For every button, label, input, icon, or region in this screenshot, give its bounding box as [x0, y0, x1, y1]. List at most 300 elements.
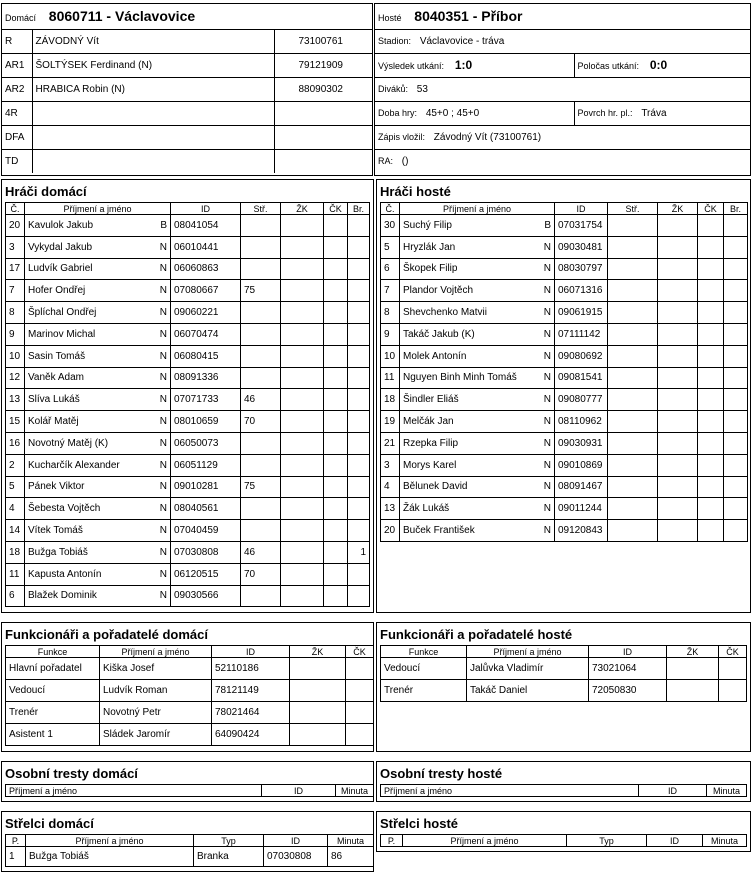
player-name: Buček František [403, 525, 475, 537]
recorded-value: Závodný Vít (73100761) [433, 131, 542, 143]
player-row [381, 302, 748, 324]
player-red [698, 367, 724, 389]
player-red [324, 454, 348, 476]
away-team-name: 8040351 - Příbor [414, 8, 523, 25]
player-number: 20 [6, 215, 25, 237]
player-row [381, 454, 748, 476]
player-id: 09030481 [555, 236, 608, 258]
player-name-cell [25, 345, 171, 367]
player-name: Molek Antonín [403, 350, 467, 362]
scorer-row [6, 847, 374, 867]
player-flag: N [543, 263, 551, 275]
staff-red [346, 680, 374, 702]
stadium-value: Václavovice - tráva [419, 35, 505, 47]
player-name-cell [400, 432, 555, 454]
player-yellow [281, 585, 324, 607]
player-yellow [658, 432, 698, 454]
player-yellow [658, 411, 698, 433]
player-row [6, 432, 370, 454]
player-row [6, 520, 370, 542]
player-row [381, 432, 748, 454]
player-id: 06071316 [555, 280, 608, 302]
away-team-header [375, 4, 750, 29]
player-red [698, 258, 724, 280]
player-flag: N [543, 459, 551, 471]
player-number: 9 [381, 323, 400, 345]
home-scorers-title: Střelci domácí [5, 816, 94, 831]
player-number: 4 [381, 476, 400, 498]
player-yellow [281, 432, 324, 454]
player-row [381, 280, 748, 302]
player-goals [724, 302, 748, 324]
player-row [381, 389, 748, 411]
official-id [274, 149, 372, 173]
col-name: Příjmení a jméno [100, 646, 212, 658]
col-yellow: ŽK [290, 646, 346, 658]
col-id: ID [589, 646, 667, 658]
home-staff-table [5, 645, 374, 746]
player-yellow [658, 367, 698, 389]
player-name-cell [400, 411, 555, 433]
player-name-cell [25, 411, 171, 433]
staff-row [381, 680, 747, 702]
col-order: P. [381, 835, 403, 847]
col-yellow: ŽK [281, 203, 324, 215]
col-type: Typ [194, 835, 264, 847]
player-goals [348, 280, 370, 302]
player-number: 20 [381, 520, 400, 542]
away-scorers-panel [376, 811, 751, 852]
player-id: 06070474 [171, 323, 241, 345]
player-red [698, 432, 724, 454]
player-name: Šindler Eliáš [403, 394, 459, 406]
player-red [324, 258, 348, 280]
scorer-type: Branka [194, 847, 264, 867]
player-number: 10 [381, 345, 400, 367]
player-sub [241, 258, 281, 280]
player-red [698, 389, 724, 411]
away-staff-table [380, 645, 747, 702]
player-id: 08041054 [171, 215, 241, 237]
player-flag: N [159, 590, 167, 602]
player-red [698, 280, 724, 302]
player-yellow [658, 280, 698, 302]
col-minute: Minuta [336, 785, 374, 797]
player-goals [724, 432, 748, 454]
player-id: 07030808 [171, 541, 241, 563]
player-number: 11 [6, 563, 25, 585]
duration-value: 45+0 ; 45+0 [425, 107, 480, 119]
staff-function: Hlavní pořadatel [6, 658, 100, 680]
player-flag: N [543, 437, 551, 449]
col-id: ID [212, 646, 290, 658]
player-yellow [281, 411, 324, 433]
staff-row [381, 658, 747, 680]
player-yellow [658, 389, 698, 411]
staff-red [719, 658, 747, 680]
player-name-cell [400, 323, 555, 345]
player-row [6, 411, 370, 433]
player-row [381, 367, 748, 389]
player-sub: 70 [241, 563, 281, 585]
player-id: 09061915 [555, 302, 608, 324]
away-scorers-title: Střelci hosté [380, 816, 459, 831]
player-sub [241, 498, 281, 520]
player-name: Bělunek David [403, 481, 468, 493]
player-row [6, 498, 370, 520]
player-name: Blažek Dominik [28, 590, 97, 602]
spectators-cell: Diváků: 53 [375, 77, 750, 101]
away-penalties-title: Osobní tresty hosté [380, 766, 503, 781]
home-team-name: 8060711 - Václavovice [48, 8, 196, 25]
player-red [324, 563, 348, 585]
player-yellow [658, 498, 698, 520]
player-name: Škopek Filip [403, 263, 458, 275]
player-goals [348, 215, 370, 237]
official-role: 4R [2, 101, 32, 125]
player-name: Kolář Matěj [28, 416, 79, 428]
player-name-cell [25, 563, 171, 585]
player-sub: 46 [241, 389, 281, 411]
player-flag: N [543, 503, 551, 515]
player-sub [241, 585, 281, 607]
player-row [381, 476, 748, 498]
player-name-cell [25, 454, 171, 476]
col-yellow: ŽK [667, 646, 719, 658]
player-sub [608, 215, 658, 237]
player-sub [241, 345, 281, 367]
official-id: 88090302 [274, 77, 372, 101]
player-red [698, 498, 724, 520]
player-name-cell [400, 367, 555, 389]
staff-function: Asistent 1 [6, 724, 100, 746]
player-goals [724, 280, 748, 302]
official-row [2, 101, 372, 125]
player-row [381, 520, 748, 542]
player-yellow [281, 236, 324, 258]
official-name: ZÁVODNÝ Vít [32, 29, 274, 53]
player-row [6, 454, 370, 476]
player-row [6, 280, 370, 302]
player-flag: N [543, 285, 551, 297]
player-goals [724, 323, 748, 345]
player-goals [724, 411, 748, 433]
player-goals [348, 302, 370, 324]
player-number: 6 [381, 258, 400, 280]
player-name-cell [400, 389, 555, 411]
player-yellow [281, 258, 324, 280]
home-header-panel [1, 3, 373, 176]
player-number: 16 [6, 432, 25, 454]
player-name-cell [25, 236, 171, 258]
player-flag: N [159, 459, 167, 471]
player-red [324, 432, 348, 454]
result-cell: Výsledek utkání: 1:0 [375, 53, 574, 77]
official-role: AR1 [2, 53, 32, 77]
player-sub: 46 [241, 541, 281, 563]
player-number: 10 [6, 345, 25, 367]
player-goals [348, 258, 370, 280]
ra-cell: RA: () [375, 149, 750, 173]
player-goals [348, 367, 370, 389]
away-scorers-table [380, 834, 747, 847]
col-function: Funkce [6, 646, 100, 658]
player-goals [724, 258, 748, 280]
player-number: 11 [381, 367, 400, 389]
surface-value: Tráva [641, 107, 667, 119]
away-players-panel [376, 179, 751, 613]
player-row [6, 345, 370, 367]
staff-function: Vedoucí [6, 680, 100, 702]
player-number: 8 [6, 302, 25, 324]
player-goals [724, 236, 748, 258]
home-penalties-title: Osobní tresty domácí [5, 766, 138, 781]
player-goals: 1 [348, 541, 370, 563]
player-sub [241, 432, 281, 454]
player-red [698, 236, 724, 258]
away-penalties-panel [376, 761, 751, 802]
player-id: 09010281 [171, 476, 241, 498]
player-name: Novotný Matěj (K) [28, 437, 109, 449]
player-goals [348, 411, 370, 433]
player-row [6, 476, 370, 498]
player-name-cell [25, 585, 171, 607]
player-yellow [658, 454, 698, 476]
col-id: ID [262, 785, 336, 797]
player-red [698, 345, 724, 367]
player-name: Šplíchal Ondřej [28, 307, 97, 319]
player-flag: N [159, 481, 167, 493]
col-red: ČK [324, 203, 348, 215]
player-row [381, 498, 748, 520]
staff-row [6, 724, 374, 746]
staff-red [346, 702, 374, 724]
player-name-cell [25, 302, 171, 324]
player-row [381, 345, 748, 367]
col-red: ČK [346, 646, 374, 658]
player-yellow [658, 345, 698, 367]
player-row [6, 541, 370, 563]
player-red [698, 215, 724, 237]
player-row [6, 389, 370, 411]
player-name: Takáč Jakub (K) [403, 328, 475, 340]
player-id: 06080415 [171, 345, 241, 367]
col-minute: Minuta [703, 835, 747, 847]
player-row [6, 563, 370, 585]
home-penalties-table [5, 784, 374, 797]
player-name-cell [25, 215, 171, 237]
official-id [274, 101, 372, 125]
player-goals [724, 389, 748, 411]
player-yellow [281, 280, 324, 302]
player-sub [608, 280, 658, 302]
staff-yellow [290, 658, 346, 680]
player-sub [241, 367, 281, 389]
official-name [32, 125, 274, 149]
player-number: 2 [6, 454, 25, 476]
player-yellow [658, 323, 698, 345]
player-row [381, 236, 748, 258]
staff-id: 78021464 [212, 702, 290, 724]
player-name: Vaněk Adam [28, 372, 84, 384]
player-number: 12 [6, 367, 25, 389]
stadium-cell: Stadion: Václavovice - tráva [375, 29, 750, 53]
col-red: ČK [698, 203, 724, 215]
home-scorers-panel [1, 811, 374, 872]
player-name-cell [400, 258, 555, 280]
player-name-cell [25, 389, 171, 411]
player-name-cell [25, 280, 171, 302]
player-name: Bužga Tobiáš [28, 546, 88, 558]
staff-function: Trenér [6, 702, 100, 724]
player-row [6, 302, 370, 324]
player-row [6, 258, 370, 280]
staff-yellow [667, 680, 719, 702]
player-name: Marinov Michal [28, 328, 96, 340]
player-name-cell [400, 302, 555, 324]
player-sub [608, 432, 658, 454]
player-id: 08091467 [555, 476, 608, 498]
player-sub: 70 [241, 411, 281, 433]
player-name-cell [25, 432, 171, 454]
player-yellow [658, 236, 698, 258]
player-red [324, 302, 348, 324]
staff-row [6, 680, 374, 702]
player-id: 07071733 [171, 389, 241, 411]
staff-yellow [290, 702, 346, 724]
player-id: 08091336 [171, 367, 241, 389]
player-goals [724, 476, 748, 498]
player-number: 17 [6, 258, 25, 280]
player-id: 09060221 [171, 302, 241, 324]
player-name-cell [400, 236, 555, 258]
staff-yellow [290, 724, 346, 746]
player-number: 30 [381, 215, 400, 237]
official-role: DFA [2, 125, 32, 149]
player-goals [724, 367, 748, 389]
staff-name: Ludvík Roman [100, 680, 212, 702]
col-number: Č. [381, 203, 400, 215]
player-id: 09011244 [555, 498, 608, 520]
player-red [698, 520, 724, 542]
home-staff-title: Funkcionáři a pořadatelé domácí [5, 627, 208, 642]
player-name: Šebesta Vojtěch [28, 503, 101, 515]
player-number: 6 [6, 585, 25, 607]
home-players-title: Hráči domácí [5, 184, 87, 199]
player-goals [348, 520, 370, 542]
player-id: 06051129 [171, 454, 241, 476]
player-goals [348, 236, 370, 258]
player-number: 15 [6, 411, 25, 433]
staff-name: Takáč Daniel [467, 680, 589, 702]
away-players-title: Hráči hosté [380, 184, 451, 199]
player-name-cell [400, 476, 555, 498]
official-role: TD [2, 149, 32, 173]
player-id: 07080667 [171, 280, 241, 302]
player-name-cell [25, 476, 171, 498]
player-row [381, 215, 748, 237]
player-yellow [281, 302, 324, 324]
player-red [324, 236, 348, 258]
player-yellow [281, 345, 324, 367]
player-name-cell [25, 258, 171, 280]
col-minute: Minuta [328, 835, 374, 847]
staff-name: Sládek Jaromír [100, 724, 212, 746]
player-yellow [281, 367, 324, 389]
home-penalties-panel [1, 761, 374, 802]
player-number: 9 [6, 323, 25, 345]
player-row [381, 258, 748, 280]
player-sub [608, 454, 658, 476]
official-row [2, 29, 372, 53]
player-name: Pánek Viktor [28, 481, 85, 493]
halftime-value: 0:0 [649, 58, 668, 72]
staff-id: 72050830 [589, 680, 667, 702]
player-name: Morys Karel [403, 459, 457, 471]
player-name: Suchý Filip [403, 219, 452, 231]
player-flag: N [159, 307, 167, 319]
col-sub: Stř. [241, 203, 281, 215]
staff-id: 64090424 [212, 724, 290, 746]
player-yellow [281, 498, 324, 520]
player-name: Sasin Tomáš [28, 350, 86, 362]
player-sub [241, 215, 281, 237]
col-number: Č. [6, 203, 25, 215]
player-flag: N [159, 503, 167, 515]
player-row [381, 411, 748, 433]
player-flag: N [543, 350, 551, 362]
player-name: Plandor Vojtěch [403, 285, 474, 297]
away-staff-panel [376, 622, 751, 752]
official-name: ŠOLTÝSEK Ferdinand (N) [32, 53, 274, 77]
player-flag: N [159, 437, 167, 449]
col-yellow: ŽK [658, 203, 698, 215]
player-name-cell [400, 280, 555, 302]
col-goals: Br. [348, 203, 370, 215]
player-id: 09080777 [555, 389, 608, 411]
official-role: R [2, 29, 32, 53]
player-red [698, 323, 724, 345]
official-id: 73100761 [274, 29, 372, 53]
player-flag: N [159, 285, 167, 297]
player-sub [608, 302, 658, 324]
player-yellow [658, 520, 698, 542]
player-number: 7 [6, 280, 25, 302]
col-goals: Br. [724, 203, 748, 215]
player-id: 09080692 [555, 345, 608, 367]
player-number: 19 [381, 411, 400, 433]
duration-cell: Doba hry: 45+0 ; 45+0 [375, 101, 574, 125]
player-flag: N [543, 416, 551, 428]
player-goals [348, 563, 370, 585]
col-id: ID [555, 203, 608, 215]
player-yellow [281, 520, 324, 542]
player-id: 08110962 [555, 411, 608, 433]
player-name: Kavulok Jakub [28, 219, 94, 231]
halftime-cell: Poločas utkání: 0:0 [574, 53, 750, 77]
col-name: Příjmení a jméno [26, 835, 194, 847]
player-red [324, 476, 348, 498]
col-id: ID [171, 203, 241, 215]
player-red [324, 323, 348, 345]
away-penalties-table [380, 784, 747, 797]
player-flag: N [543, 525, 551, 537]
player-name: Rzepka Filip [403, 437, 459, 449]
staff-yellow [667, 658, 719, 680]
col-name: Příjmení a jméno [400, 203, 555, 215]
player-goals [348, 476, 370, 498]
player-number: 18 [6, 541, 25, 563]
